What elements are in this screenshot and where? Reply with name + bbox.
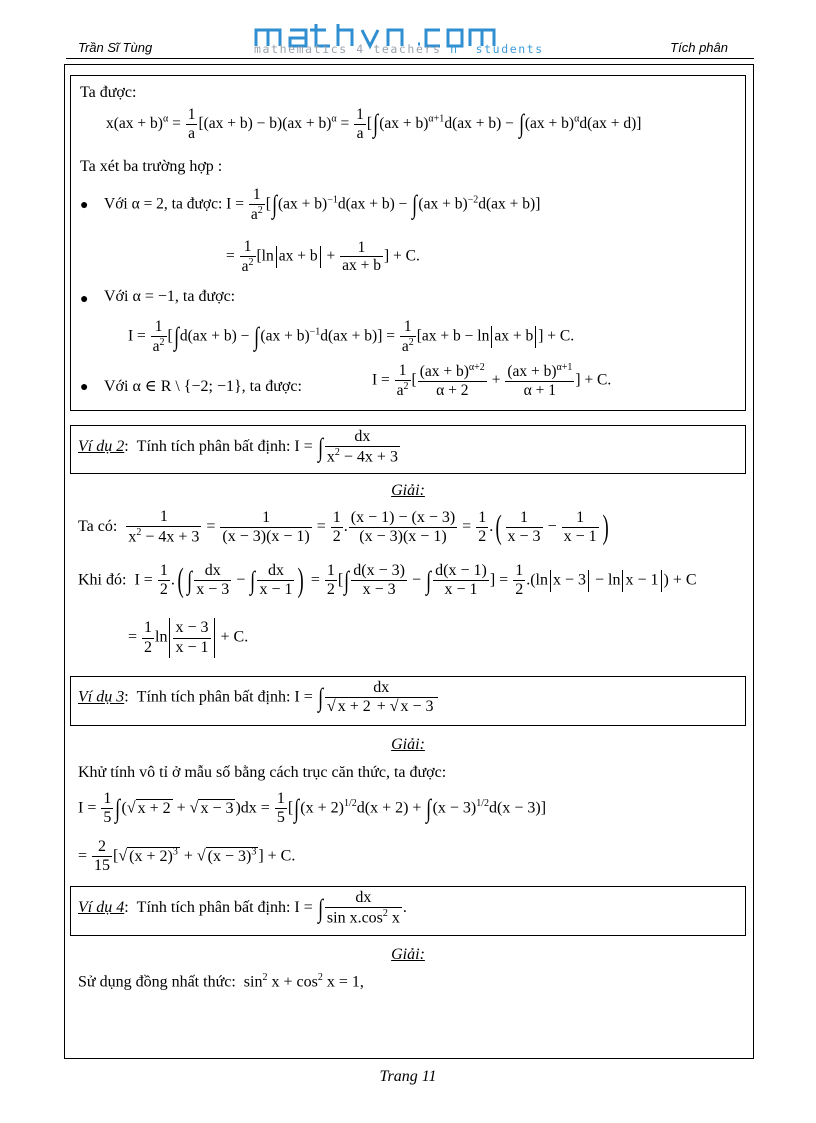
bullet-3: ● [80,380,89,395]
bullet-2: ● [80,292,89,307]
solution-4-line-1: Sử dụng đồng nhất thức: $\sin^2 x + \cos^2 x = 1$, [78,972,364,991]
solution-3-line-1: I = $\frac{1}{5}$ ∫(√ x + 2 + √ x − 3 )dx = $\frac{1}{5}$ $[\int(x + 2)^{1/2}d(x + 2) + \int(x - 3)^{1/2}d(x - 3)]$ [78,790,547,827]
case-1: Với α = 2, ta được: I = $\frac{1}{a^2}$ [∫(ax + b)$^{-1}$d(ax + b) − ∫(ax + b)$^{-2}$d(ax + b)] [104,186,541,223]
solution-3-intro: Khử tính vô tỉ ở mẫu số bằng cách trục căn thức, ta được: [78,764,447,781]
case-3-label: Với α ∈ R \ {−2; −1}, ta được: [104,378,302,395]
case-1-result: = $\frac{1}{a^2}$ [ln ax + b + $\frac{1}{ax + b}$ ] + C. [226,238,420,275]
bullet-1: ● [80,198,89,213]
equation-1: x(ax + b)$^\alpha$ = $\frac{1}{a}$ [(ax + b) − b)(ax + b)$^\alpha$ = $\frac{1}{a}$ [∫(ax + b)$^{\alpha+1}$d(ax + b) − ∫(ax + b)$^\alpha$d(ax + d)] [106,106,642,142]
author-name: Trần Sĩ Tùng [78,40,153,55]
solution-3-heading: Giải: [391,736,425,753]
page-number: Trang 11 [379,1068,437,1085]
solution-2-line-2: Khi đó: I = $\frac{1}{2}$ .( ∫ $\frac{dx}{x - 3}$ − ∫ $\frac{dx}{x - 1}$ ) = $\frac{1}{2}$ [∫ $\frac{d(x - 3)}{x - 3}$ − ∫ $\frac{d(x - 1)}{x - 1}$ ] = $\frac{1}{2}$ .(ln x − 3 − ln x − 1 ) + C [78,561,697,599]
case-2: I = $\frac{1}{a^2}$ [∫d(ax + b) − ∫(ax + b)$^{-1}$d(ax + b)] = $\frac{1}{a^2}$ [ax + b − ln ax + b ] + C. [128,318,575,355]
solution-3-line-2: = $\frac{2}{15}$ [√ $(x + 2)^3$ + √ $(x - 3)^3$ ] + C. [78,838,296,875]
cases-intro: Ta xét ba trường hợp : [80,158,223,175]
example-3: Ví dụ 3: Tính tích phân bất định: I = ∫ $\frac{dx}{√ x + 2 + √ x - 3}$ [78,679,439,717]
example-2: Ví dụ 2: Tính tích phân bất định: I = ∫ $\frac{dx}{x^2 - 4x + 3}$ [78,428,398,466]
intro-text: Ta được: [80,84,137,101]
header-rule [66,58,754,59]
solution-4-heading: Giải: [391,946,425,963]
solution-2-heading: Giải: [391,482,425,499]
case-3: I = $\frac{1}{a^2}$ [ $\frac{(ax + b)^{\alpha+2}}{\alpha + 2}$ + $\frac{(ax + b)^{\alpha+1}}{\alpha + 1}$ ] + C. [372,362,612,399]
case-2-label: Với α = −1, ta được: [104,288,236,305]
solution-2-line-1: Ta có: $\frac{1}{x^2 - 4x + 3}$ = $\frac{1}{(x - 3)(x - 1)}$ = $\frac{1}{2}$ . $\frac{(x - 1) - (x - 3)}{(x - 3)(x - 1)}$ = $\frac{1}{2}$ .( $\frac{1}{x - 3}$ − $\frac{1}{x - 1}$ ) [78,508,609,546]
section-title: Tích phân [670,40,728,55]
solution-2-line-3: = $\frac{1}{2}$ ln $\frac{x - 3}{x - 1}$ + C. [128,618,248,658]
logo-tagline: mathematics 4 teachers n' students [254,42,544,56]
example-4: Ví dụ 4: Tính tích phân bất định: I = ∫ $\frac{dx}{\sin x.\cos^2 x}$ . [78,889,407,927]
